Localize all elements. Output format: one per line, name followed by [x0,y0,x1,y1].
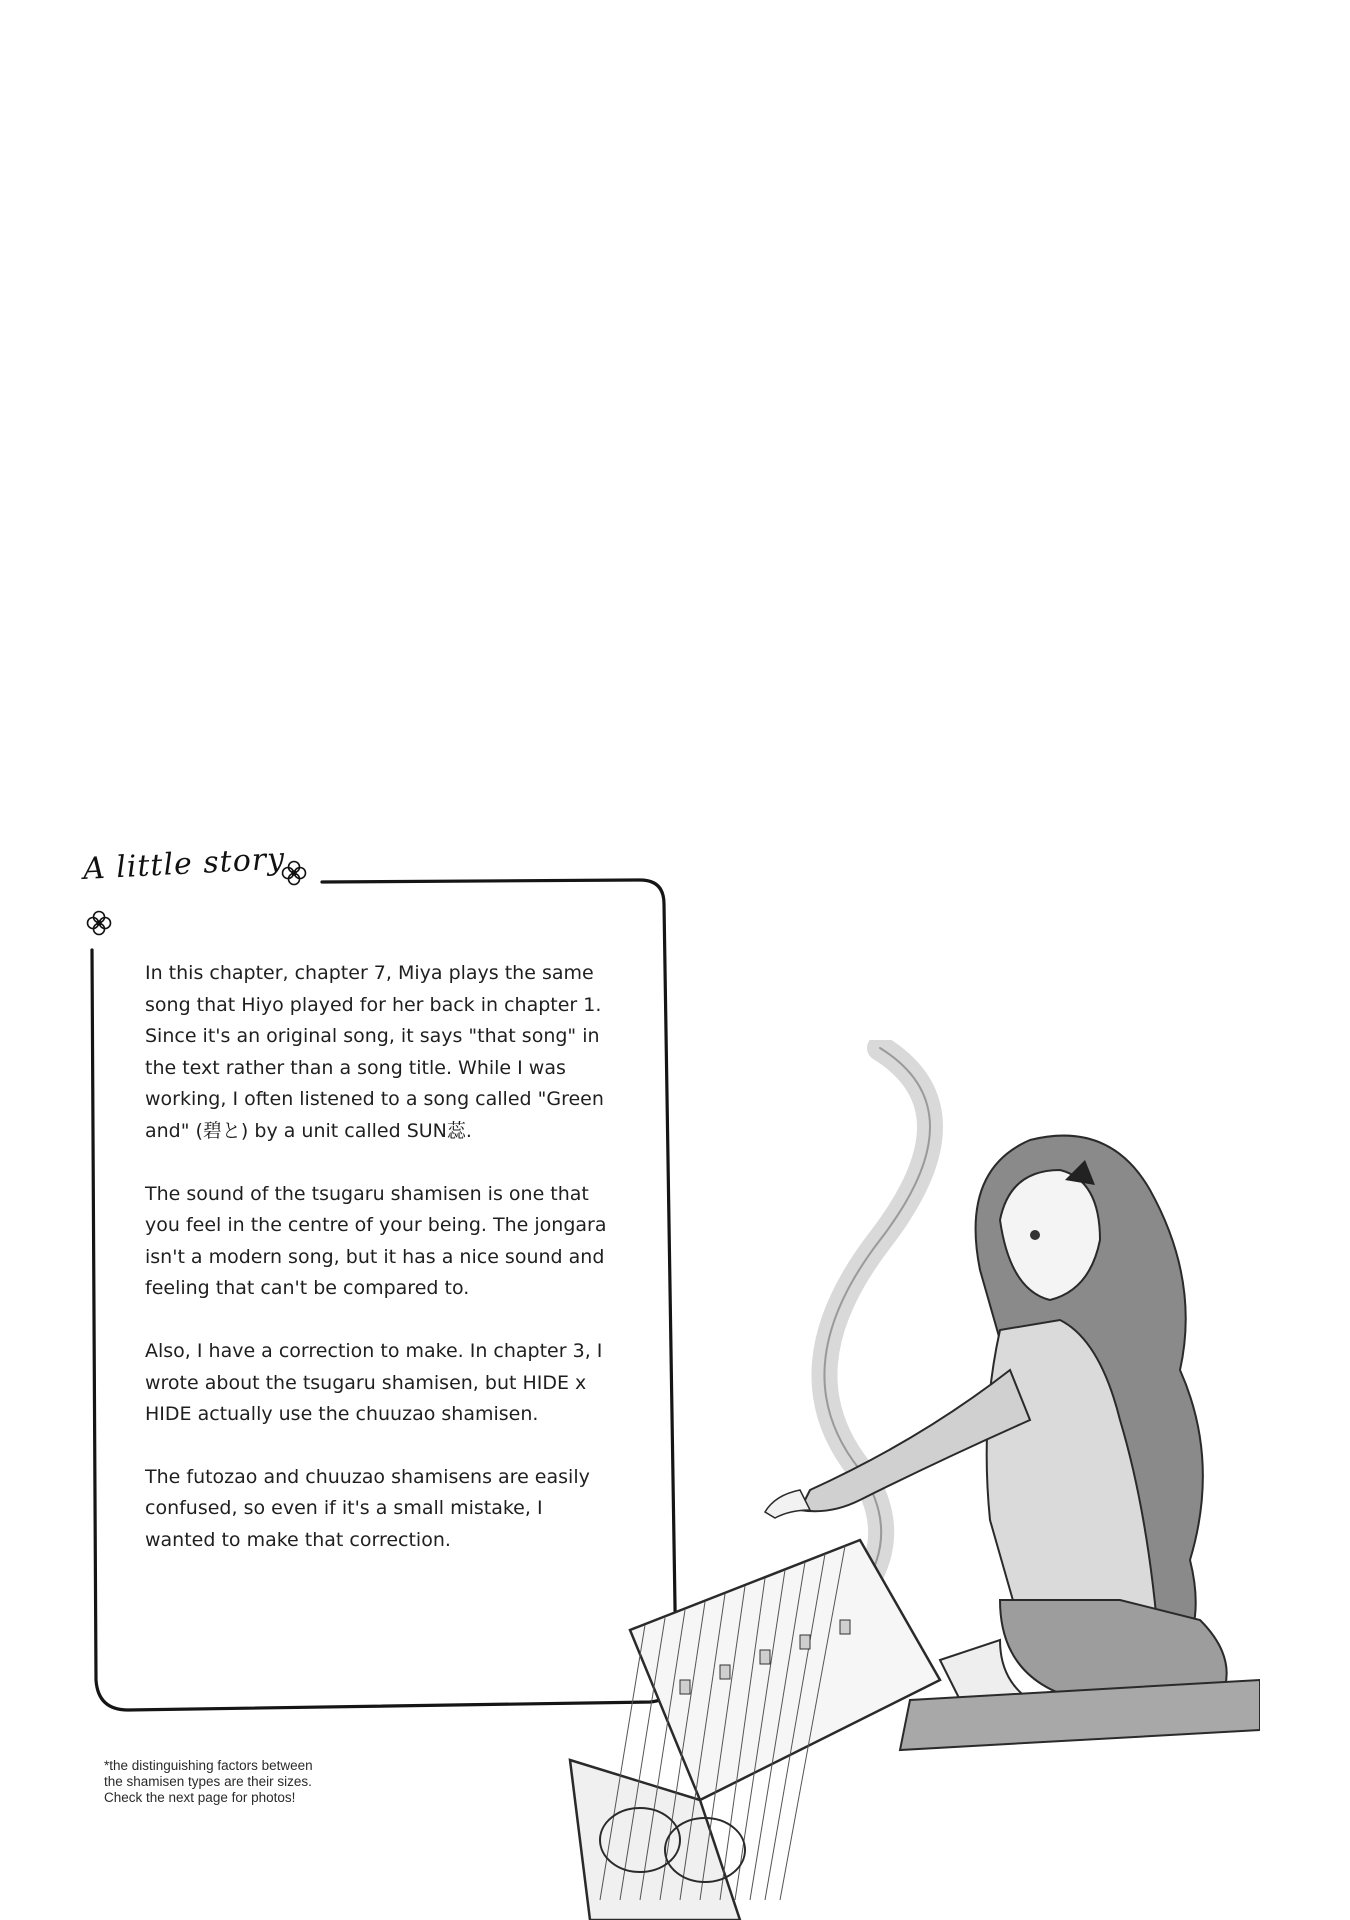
story-paragraph: The futozao and chuuzao shamisens are easily confused, so even if it's a small mistake, I wanted to make that correction. [145,1465,590,1551]
story-text [145,958,615,1588]
page-title: A little story [82,841,286,887]
flower-icon [86,910,112,936]
story-paragraph: In this chapter, chapter 7, Miya plays the same song that Hiyo played for her back in chapter 1. Since it's an original song, it says "that song" in the text rather than a song title. While I was working, I often listened to a song called "Green and" (碧と) by a unit called SUN蕊. [145,962,604,1142]
footnote-line: the shamisen types are their sizes. [104,1774,312,1789]
koto-girl-illustration [560,1040,1260,1920]
footnote-line: Check the next page for photos! [104,1790,296,1805]
story-paragraph: The sound of the tsugaru shamisen is one that you feel in the centre of your being. The jongara isn't a modern song, but it has a nice sound and feeling that can't be compared to. [145,1182,607,1300]
footnote [104,1758,404,1806]
flower-icon [281,860,307,886]
illustration-drawing [560,1040,1260,1920]
story-paragraph: Also, I have a correction to make. In chapter 3, I wrote about the tsugaru shamisen, but HIDE x HIDE actually use the chuuzao shamisen. [145,1339,603,1426]
footnote-line: *the distinguishing factors between [104,1758,313,1773]
